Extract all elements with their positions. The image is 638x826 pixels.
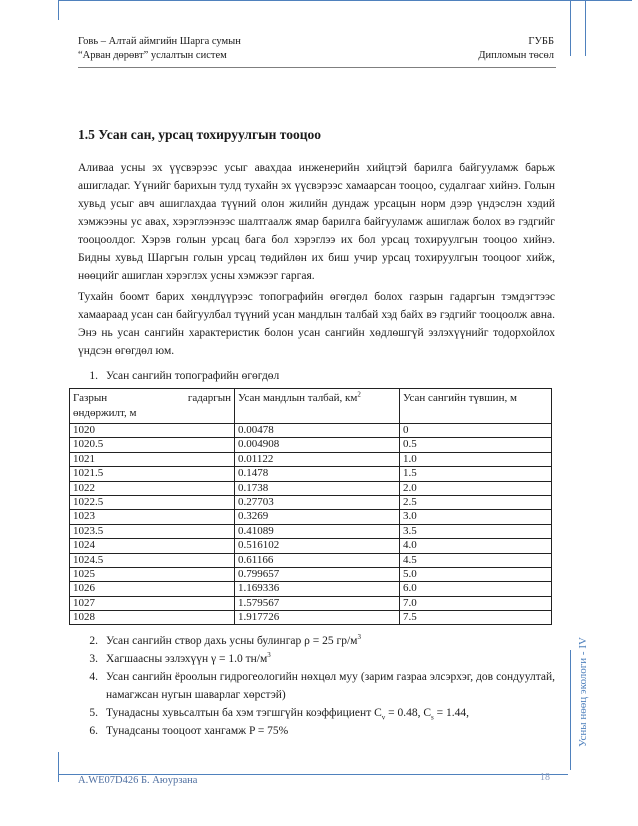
- coef-text-c: = 1.44,: [433, 707, 470, 719]
- cell-elevation: 1028: [70, 611, 235, 625]
- cell-area: 0.799657: [235, 567, 400, 581]
- cell-area: 1.579567: [235, 596, 400, 610]
- table-row: [70, 524, 552, 538]
- table-header-row: [70, 389, 552, 424]
- cell-level: 7.0: [400, 596, 552, 610]
- list-item: [78, 632, 555, 650]
- cell-area: 0.00478: [235, 424, 400, 438]
- cell-elevation: 1022.5: [70, 495, 235, 509]
- cell-level: 1.0: [400, 452, 552, 466]
- header-rule: [78, 67, 556, 68]
- cell-elevation: 1024.5: [70, 553, 235, 567]
- list-item: [78, 650, 555, 668]
- table-header-level: Усан сангийн түвшин, м: [400, 389, 552, 424]
- list-item-number: 5.: [89, 707, 98, 719]
- table-row: [70, 438, 552, 452]
- cell-area: 0.516102: [235, 539, 400, 553]
- cell-level: 1.5: [400, 467, 552, 481]
- cell-elevation: 1023.5: [70, 524, 235, 538]
- list-item-text: [106, 650, 555, 668]
- cell-elevation: 1025: [70, 567, 235, 581]
- cell-area: 0.01122: [235, 452, 400, 466]
- table-row: [70, 495, 552, 509]
- cell-level: 7.5: [400, 611, 552, 625]
- table-row: [70, 481, 552, 495]
- table-row: [70, 467, 552, 481]
- table-row: [70, 567, 552, 581]
- paragraph-2: Тухайн боомт барих хөндлүүрээс топографийн өгөгдөл болох газрын гадаргын тэмдэгтээс хамаараад усан сан байгуулбал түүний усан мандлын талбай хэд байх вэ гэдгийг тооцоолж авна. Энэ нь усан сангийн характеристик болон усан сангийн хөдлөшгүй эзлэхүүнийг тодорхойлох үндсэн өгөгдөл юм.: [78, 291, 555, 357]
- table-row: [70, 539, 552, 553]
- cell-area: 0.61166: [235, 553, 400, 567]
- list-item: [78, 668, 555, 704]
- topography-table: [69, 388, 552, 625]
- cell-level: 4.5: [400, 553, 552, 567]
- cell-level: 3.5: [400, 524, 552, 538]
- cell-area: 0.3269: [235, 510, 400, 524]
- table-body: [70, 424, 552, 625]
- coef-sub-v: v: [381, 713, 386, 722]
- cell-level: 2.0: [400, 481, 552, 495]
- cell-elevation: 1024: [70, 539, 235, 553]
- cell-level: 5.0: [400, 567, 552, 581]
- header-area-sup: 2: [357, 390, 361, 399]
- list-after-table: [78, 632, 555, 740]
- list-item-number: 4.: [89, 671, 98, 683]
- list-item-sup: 3: [267, 651, 271, 660]
- list-item-text: [106, 704, 555, 722]
- header-elevation-word1: Газрын: [73, 392, 108, 404]
- page-header: [78, 35, 554, 63]
- coef-sub-s: s: [431, 713, 434, 722]
- table-row: [70, 611, 552, 625]
- list-item-number: 3.: [89, 653, 98, 665]
- header-area-text: Усан мандлын талбай, км: [238, 392, 358, 404]
- page-border-left: [58, 0, 59, 20]
- cell-level: 2.5: [400, 495, 552, 509]
- cell-area: 0.41089: [235, 524, 400, 538]
- cell-elevation: 1023: [70, 510, 235, 524]
- list-item: [78, 367, 555, 385]
- side-label: [574, 620, 590, 770]
- footer-page-number: 18: [540, 772, 550, 783]
- section-title: 1.5 Усан сан, урсац тохируулгын тооцоо: [78, 127, 322, 142]
- cell-area: 1.917726: [235, 611, 400, 625]
- cell-elevation: 1027: [70, 596, 235, 610]
- cell-area: 1.169336: [235, 582, 400, 596]
- header-right-line2: Дипломын төсөл: [478, 50, 554, 61]
- list-item-text-main: Усан сангийн створ дахь усны булингар ρ = 25 гр/м: [106, 635, 358, 647]
- coef-text-b: = 0.48, C: [385, 707, 432, 719]
- table-header-elevation: [70, 389, 235, 424]
- list-before-table: [78, 367, 555, 385]
- table-row: [70, 452, 552, 466]
- cell-area: 0.004908: [235, 438, 400, 452]
- page-border-right-line: [570, 650, 571, 770]
- cell-area: 0.1738: [235, 481, 400, 495]
- cell-elevation: 1021.5: [70, 467, 235, 481]
- header-right-line1: ГУББ: [528, 36, 554, 47]
- table-row: [70, 510, 552, 524]
- coef-text-a: Тунадасны хувьсалтын ба хэм тэгшгүйн коэффициент C: [106, 707, 382, 719]
- cell-elevation: 1020.5: [70, 438, 235, 452]
- header-left-line1: Говь – Алтай аймгийн Шарга сумын: [78, 36, 241, 47]
- cell-area: 0.1478: [235, 467, 400, 481]
- cell-area: 0.27703: [235, 495, 400, 509]
- list-item: [78, 704, 555, 722]
- table-row: [70, 553, 552, 567]
- table-header-area: [235, 389, 400, 424]
- header-elevation-word3: өндөржилт, м: [73, 407, 137, 419]
- header-left-line2: “Арван дөрөвт” услалтын систем: [78, 50, 227, 61]
- list-item-sup: 3: [357, 633, 361, 642]
- list-item-number: 2.: [89, 635, 98, 647]
- list-item-text: [106, 632, 555, 650]
- table-row: [70, 582, 552, 596]
- list-item-text-main: Хагшаасны эзлэхүүн γ = 1.0 тн/м: [106, 653, 268, 665]
- list-item-number: 6.: [89, 725, 98, 737]
- table-row: [70, 596, 552, 610]
- list-item: [78, 722, 555, 740]
- cell-elevation: 1020: [70, 424, 235, 438]
- page-border-top: [58, 0, 632, 1]
- cell-level: 6.0: [400, 582, 552, 596]
- page-border-right-strip: [570, 0, 586, 56]
- cell-elevation: 1022: [70, 481, 235, 495]
- list-item-text: Усан сангийн ёроолын гидрогеологийн нөхцөл муу (зарим газраа элсэрхэг, дов сондуултай, намагжсан нугын шаварлаг хөрстэй): [106, 671, 555, 701]
- cell-level: 4.0: [400, 539, 552, 553]
- cell-level: 0: [400, 424, 552, 438]
- paragraph-1: Аливаа усны эх үүсвэрээс усыг авахдаа инженерийн хийцтэй барилга байгууламж барьж ашигладаг. Үүнийг барихын тулд тухайн эх үүсвэрээс хамаарсан тооцоо, судалгааг хийнэ. Голын хувьд усыг авч ашиглахдаа түүний олон жилийн дундаж урсацын норм дээр үндэслэн хэдий хэмжээны ус авах, хэрэглээнээс шалтгаалж ямар барилга байгууламж ашиглаж болох вэ гэдгийг тооцоолдог. Хэрэв голын урсац бага бол хэрэглээ их бол урсац тохируулгын тооцоо хийнэ. Бидны хувьд Шаргын голын урсац төдийлөн их биш учир урсац тохируулгын тооцоог хийж, нөөцийг ашиглан хэрэглэх усны хэмжээг гаргая.: [78, 162, 555, 282]
- side-label-text: Усны нөөц экологи - IV: [577, 637, 589, 747]
- table-row: [70, 424, 552, 438]
- cell-elevation: 1021: [70, 452, 235, 466]
- footer-author: A.WE07D426 Б. Аюурзана: [78, 775, 198, 786]
- list-item-text: Тунадсаны тооцоот хангамж P = 75%: [106, 725, 289, 737]
- cell-elevation: 1026: [70, 582, 235, 596]
- list-item-number: 1.: [89, 370, 98, 382]
- list-item-text: Усан сангийн топографийн өгөгдөл: [106, 370, 280, 382]
- header-elevation-word2: гадаргын: [187, 392, 231, 404]
- page-border-left-bottom: [58, 752, 59, 782]
- cell-level: 3.0: [400, 510, 552, 524]
- cell-level: 0.5: [400, 438, 552, 452]
